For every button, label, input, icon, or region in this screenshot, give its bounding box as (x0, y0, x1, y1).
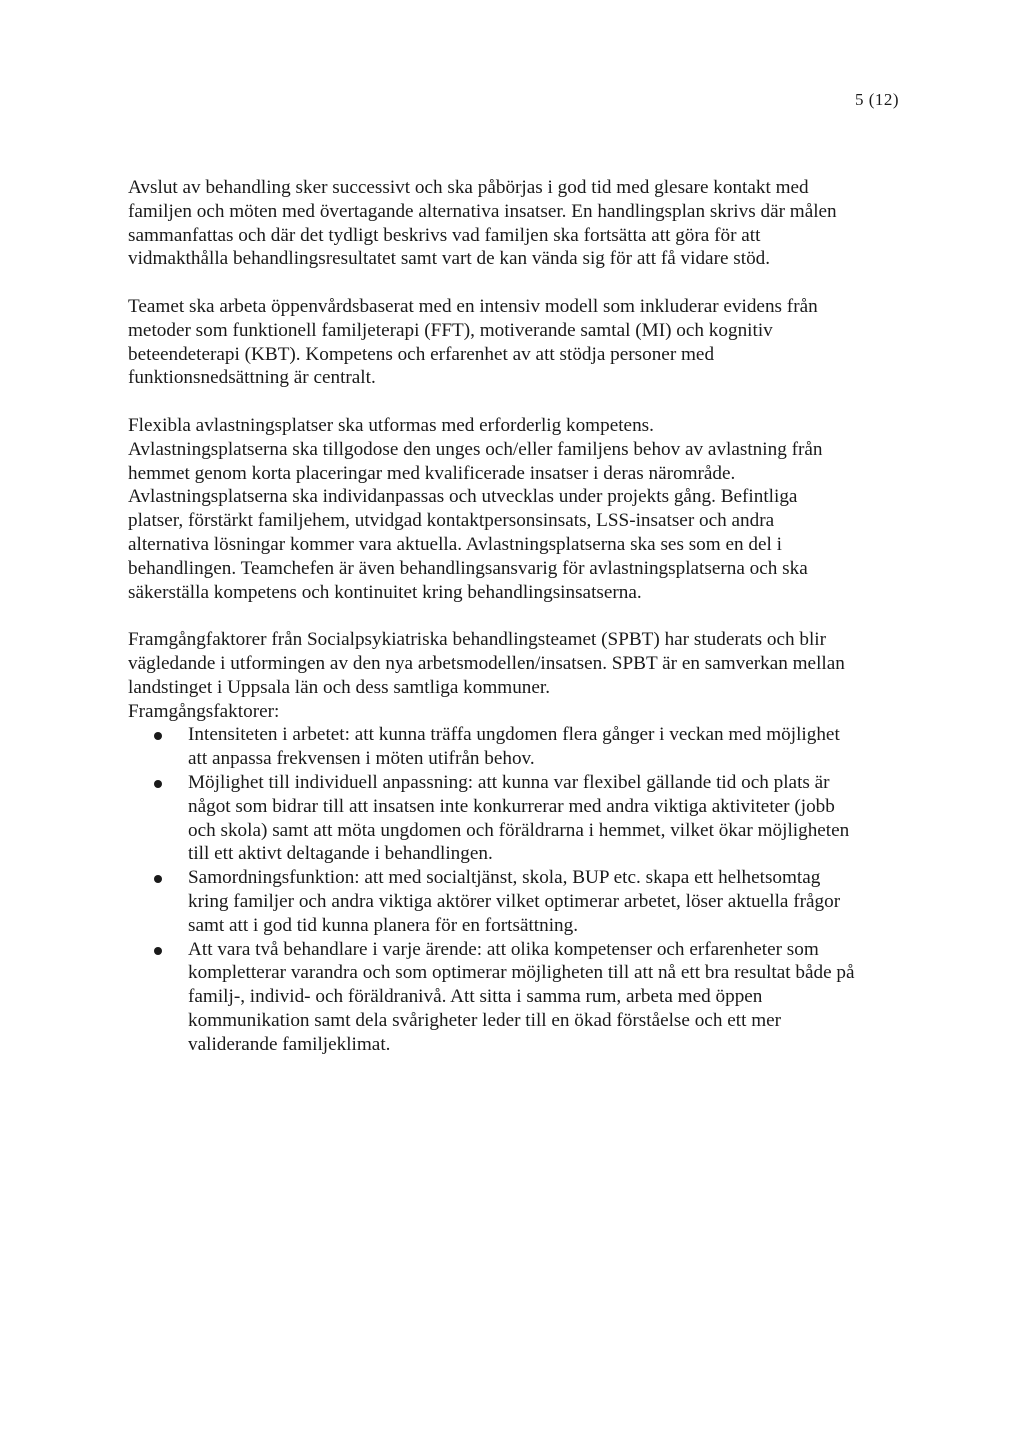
bullet-icon (154, 947, 162, 955)
text-line: kompletterar varandra och som optimerar möjligheten till att nå ett bra resultat både på (188, 962, 855, 984)
text-line: funktionsnedsättning är centralt. (128, 367, 376, 389)
text-line: att anpassa frekvensen i möten utifrån behov. (188, 748, 535, 770)
text-line: Avlastningsplatserna ska individanpassas och utvecklas under projekts gång. Befintliga (128, 486, 798, 508)
paragraph-avlastning (128, 414, 888, 604)
bullet-icon (154, 875, 162, 883)
bullet-icon (154, 780, 162, 788)
text-line: något som bidrar till att insatsen inte konkurrerar med andra viktiga aktiviteter (jobb (188, 795, 835, 817)
text-line: samt att i god tid kunna planera för en fortsättning. (188, 914, 579, 936)
text-line: kring familjer och andra viktiga aktörer vilket optimerar arbetet, löser aktuella frågor (188, 890, 841, 912)
text-line: vidmakthålla behandlingsresultatet samt vart de kan vända sig för att få vidare stöd. (128, 248, 771, 270)
text-line: familj-, individ- och föräldranivå. Att sitta i samma rum, arbeta med öppen (188, 986, 763, 1008)
text-line: familjen och möten med övertagande alternativa insatser. En handlingsplan skrivs där målen (128, 200, 837, 222)
paragraph-framgang (128, 628, 888, 723)
text-line: hemmet genom korta placeringar med kvalificerade insatser i deras närområde. (128, 462, 736, 484)
page-number: 5 (12) (855, 90, 900, 109)
list-heading: Framgångsfaktorer: (128, 700, 280, 722)
list-item (128, 723, 888, 771)
text-line: till ett aktivt deltagande i behandlingen. (188, 843, 493, 865)
text-line: Intensiteten i arbetet: att kunna träffa ungdomen flera gånger i veckan med möjlighet (188, 724, 840, 746)
text-line: Samordningsfunktion: att med socialtjänst, skola, BUP etc. skapa ett helhetsomtag (188, 867, 821, 889)
text-line: Flexibla avlastningsplatser ska utformas med erforderlig kompetens. (128, 414, 654, 436)
text-line: landstinget i Uppsala län och dess samtliga kommuner. (128, 676, 551, 698)
text-line: validerande familjeklimat. (188, 1033, 391, 1055)
paragraph-avslut (128, 176, 888, 271)
text-line: Avlastningsplatserna ska tillgodose den unges och/eller familjens behov av avlastning från (128, 438, 823, 460)
text-line: Avslut av behandling sker successivt och ska påbörjas i god tid med glesare kontakt med (128, 177, 809, 198)
text-line: Teamet ska arbeta öppenvårdsbaserat med en intensiv modell som inkluderar evidens från (128, 295, 818, 317)
list-item (128, 938, 888, 1057)
list-item (128, 866, 888, 937)
text-line: beteendeterapi (KBT). Kompetens och erfarenhet av att stödja personer med (128, 343, 715, 365)
text-line: behandlingen. Teamchefen är även behandlingsansvarig för avlastningsplatserna och ska (128, 557, 808, 579)
text-line: alternativa lösningar kommer vara aktuella. Avlastningsplatserna ska ses som en del i (128, 533, 782, 555)
text-line: Att vara två behandlare i varje ärende: att olika kompetenser och erfarenheter som (188, 938, 819, 960)
paragraph-teamet (128, 295, 888, 390)
text-line: Möjlighet till individuell anpassning: att kunna var flexibel gällande tid och plats är (188, 771, 830, 793)
text-line: Framgångfaktorer från Socialpsykiatriska behandlingsteamet (SPBT) har studerats och blir (128, 629, 827, 651)
bullet-icon (154, 732, 162, 740)
text-line: kommunikation samt dela svårigheter leder till en ökad förståelse och ett mer (188, 1009, 782, 1031)
text-line: platser, förstärkt familjehem, utvidgad kontaktpersonsinsats, LSS-insatser och andra (128, 510, 775, 532)
text-line: sammanfattas och där det tydligt beskrivs vad familjen ska fortsätta att göra för att (128, 224, 761, 246)
text-line: metoder som funktionell familjeterapi (FFT), motiverande samtal (MI) och kognitiv (128, 319, 773, 341)
list-item (128, 771, 888, 866)
page-body (128, 176, 888, 1056)
text-line: säkerställa kompetens och kontinuitet kring behandlingsinsatserna. (128, 581, 642, 603)
success-factors-list (128, 723, 888, 1056)
text-line: vägledande i utformingen av den nya arbetsmodellen/insatsen. SPBT är en samverkan mellan (128, 652, 845, 674)
text-line: och skola) samt att möta ungdomen och föräldrarna i hemmet, vilket ökar möjligheten (188, 819, 850, 841)
